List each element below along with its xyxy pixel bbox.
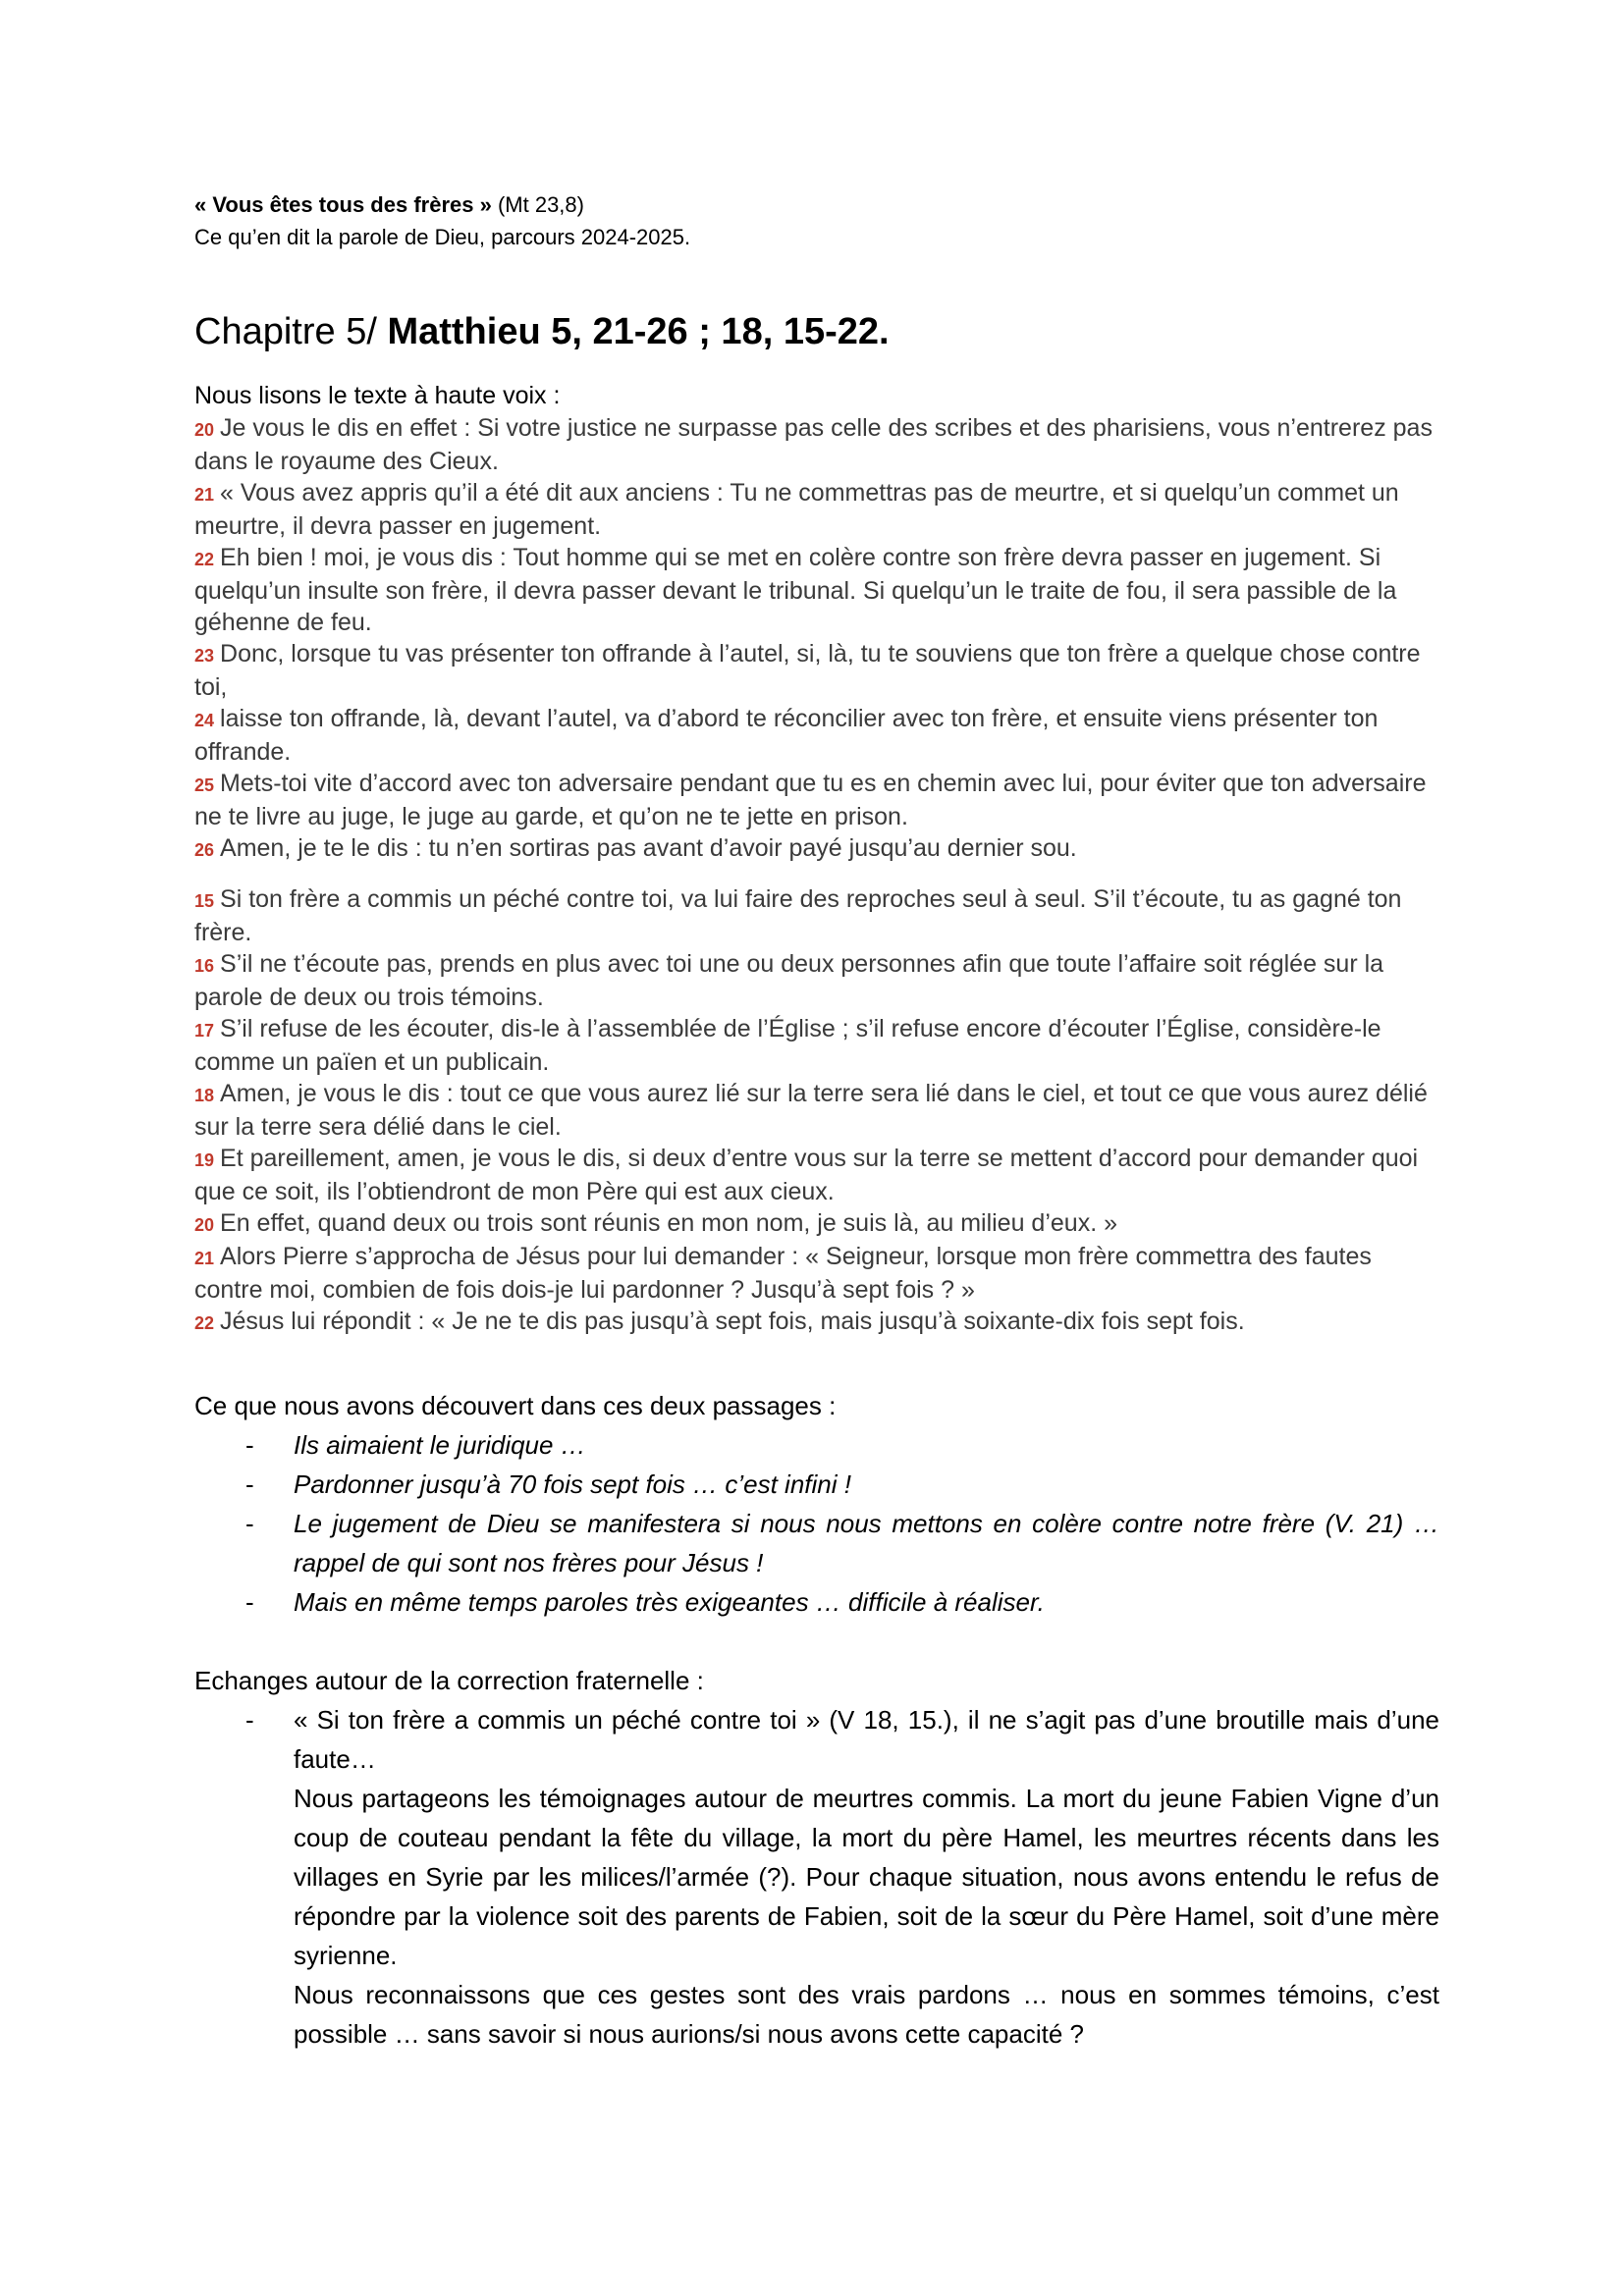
verse: [194, 883, 1439, 948]
verse-text: En effet, quand deux ou trois sont réunis en mon nom, je suis là, au milieu d’eux. »: [220, 1209, 1117, 1237]
list-dash: -: [245, 1430, 254, 1460]
verse-text: S’il refuse de les écouter, dis-le à l’assemblée de l’Église ; s’il refuse encore d’écouter l’Église, considère-le comme un païen et un publicain.: [194, 1015, 1381, 1076]
verse-text: S’il ne t’écoute pas, prends en plus avec toi une ou deux personnes afin que toute l’affaire soit réglée sur la parole de deux ou trois témoins.: [194, 950, 1384, 1011]
verse-text: « Vous avez appris qu’il a été dit aux anciens : Tu ne commettras pas de meurtre, et si quelqu’un commet un meurtre, il devra passer en jugement.: [194, 479, 1399, 540]
verse-text: laisse ton offrande, là, devant l’autel, va d’abord te réconcilier avec ton frère, et ensuite viens présenter ton offrande.: [194, 705, 1379, 766]
verse: [194, 1078, 1439, 1143]
exchanges-paragraph: Nous partageons les témoignages autour de meurtres commis. La mort du jeune Fabien Vigne d’un coup de couteau pendant la fête du village, la mort du père Hamel, les meurtres récents dans les villages en Syrie par les milices/l’armée (?). Pour chaque situation, nous avons entendu le refus de répondre par la violence soit des parents de Fabien, soit de la sœur du Père Hamel, soit d’une mère syrienne.: [294, 1784, 1439, 1970]
verse-text: Donc, lorsque tu vas présenter ton offrande à l’autel, si, là, tu te souviens que ton frère a quelque chose contre toi,: [194, 640, 1421, 701]
intro-text: Nous lisons le texte à haute voix :: [194, 382, 561, 409]
verse-number: 17: [194, 1021, 215, 1041]
scripture-passage-matthew-18: [194, 883, 1439, 1339]
verse: [194, 703, 1439, 768]
header-title-line: [194, 188, 1439, 221]
chapter-reference: Matthieu 5, 21-26 ; 18, 15-22.: [387, 311, 890, 352]
exchanges-paragraph: Nous reconnaissons que ces gestes sont des vrais pardons … nous en sommes témoins, c’est possible … sans savoir si nous aurions/si nous avons cette capacité ?: [294, 1980, 1439, 2049]
list-item-text: « Si ton frère a commis un péché contre toi » (V 18, 15.), il ne s’agit pas d’une broutille mais d’une faute…: [294, 1705, 1439, 1774]
verse-number: 18: [194, 1086, 215, 1105]
verse-number: 16: [194, 956, 215, 976]
verse: [194, 477, 1439, 542]
verse-number: 22: [194, 1313, 215, 1333]
verse-number: 25: [194, 775, 215, 795]
list-dash: -: [245, 1705, 254, 1735]
verse-number: 15: [194, 891, 215, 911]
chapter-heading: [194, 307, 1439, 356]
verse: [194, 1143, 1439, 1207]
list-item: [194, 1465, 1439, 1504]
verse-text: Eh bien ! moi, je vous dis : Tout homme qui se met en colère contre son frère devra passer en jugement. Si quelqu’un insulte son frère, il devra passer devant le tribunal. Si quelqu’un le traite de fou, il sera passible de la géhenne de feu.: [194, 544, 1397, 636]
discoveries-list: [194, 1425, 1439, 1622]
verse-text: Je vous le dis en effet : Si votre justice ne surpasse pas celle des scribes et des pharisiens, vous n’entrerez pas dans le royaume des Cieux.: [194, 414, 1433, 475]
verse-number: 26: [194, 840, 215, 860]
verse-number: 23: [194, 646, 215, 666]
verse: [194, 1306, 1439, 1339]
header-subtitle: Ce qu’en dit la parole de Dieu, parcours 2024-2025.: [194, 225, 691, 249]
verse-number: 21: [194, 485, 215, 505]
list-item-text: Le jugement de Dieu se manifestera si nous nous mettons en colère contre notre frère (V. 21) … rappel de qui sont nos frères pour Jésus !: [294, 1509, 1439, 1577]
list-item-text: Pardonner jusqu’à 70 fois sept fois … c’est infini !: [294, 1469, 851, 1499]
verse: [194, 412, 1439, 477]
document-page: [194, 188, 1439, 2054]
exchanges-title: Echanges autour de la correction fraternelle :: [194, 1666, 704, 1695]
verse: [194, 1207, 1439, 1241]
discoveries-title: Ce que nous avons découvert dans ces deux passages :: [194, 1391, 837, 1420]
verse-text: Jésus lui répondit : « Je ne te dis pas jusqu’à sept fois, mais jusqu’à soixante-dix fois sept fois.: [220, 1308, 1245, 1335]
list-item-text: Ils aimaient le juridique …: [294, 1430, 586, 1460]
verse-number: 20: [194, 420, 215, 440]
verse: [194, 768, 1439, 832]
list-item: [194, 1700, 1439, 1779]
verse-text: Et pareillement, amen, je vous le dis, si deux d’entre vous sur la terre se mettent d’accord pour demander quoi que ce soit, ils l’obtiendront de mon Père qui est aux cieux.: [194, 1145, 1419, 1205]
chapter-prefix: Chapitre 5/: [194, 311, 388, 352]
verse-number: 22: [194, 550, 215, 569]
header-title: « Vous êtes tous des frères »: [194, 192, 492, 217]
header-reference: (Mt 23,8): [491, 192, 584, 217]
verse-number: 20: [194, 1215, 215, 1235]
list-item: [194, 1425, 1439, 1465]
list-item-text: Mais en même temps paroles très exigeantes … difficile à réaliser.: [294, 1587, 1045, 1617]
verse-text: Amen, je vous le dis : tout ce que vous aurez lié sur la terre sera lié dans le ciel, et tout ce que vous aurez délié sur la terre sera délié dans le ciel.: [194, 1080, 1428, 1141]
verse: [194, 1013, 1439, 1078]
scripture-passage-matthew-5: [194, 412, 1439, 866]
verse-number: 19: [194, 1150, 215, 1170]
verse: [194, 542, 1439, 638]
verse: [194, 948, 1439, 1013]
verse: [194, 638, 1439, 703]
list-dash: -: [245, 1469, 254, 1499]
verse-number: 21: [194, 1249, 215, 1268]
document-header: [194, 188, 1439, 253]
list-item: [194, 1582, 1439, 1622]
verse-text: Alors Pierre s’approcha de Jésus pour lui demander : « Seigneur, lorsque mon frère commettra des fautes contre moi, combien de fois dois-je lui pardonner ? Jusqu’à sept fois ? »: [194, 1243, 1372, 1304]
verse: [194, 1241, 1439, 1306]
list-item: [194, 1504, 1439, 1582]
verse-text: Amen, je te le dis : tu n’en sortiras pas avant d’avoir payé jusqu’au dernier sou.: [220, 834, 1077, 862]
verse-text: Mets-toi vite d’accord avec ton adversaire pendant que tu es en chemin avec lui, pour éviter que ton adversaire ne te livre au juge, le juge au garde, et qu’on ne te jette en prison.: [194, 770, 1427, 830]
list-dash: -: [245, 1587, 254, 1617]
exchanges-list: [194, 1700, 1439, 1779]
list-dash: -: [245, 1509, 254, 1538]
verse-number: 24: [194, 711, 215, 730]
verse-text: Si ton frère a commis un péché contre toi, va lui faire des reproches seul à seul. S’il t’écoute, tu as gagné ton frère.: [194, 885, 1402, 946]
verse: [194, 832, 1439, 866]
